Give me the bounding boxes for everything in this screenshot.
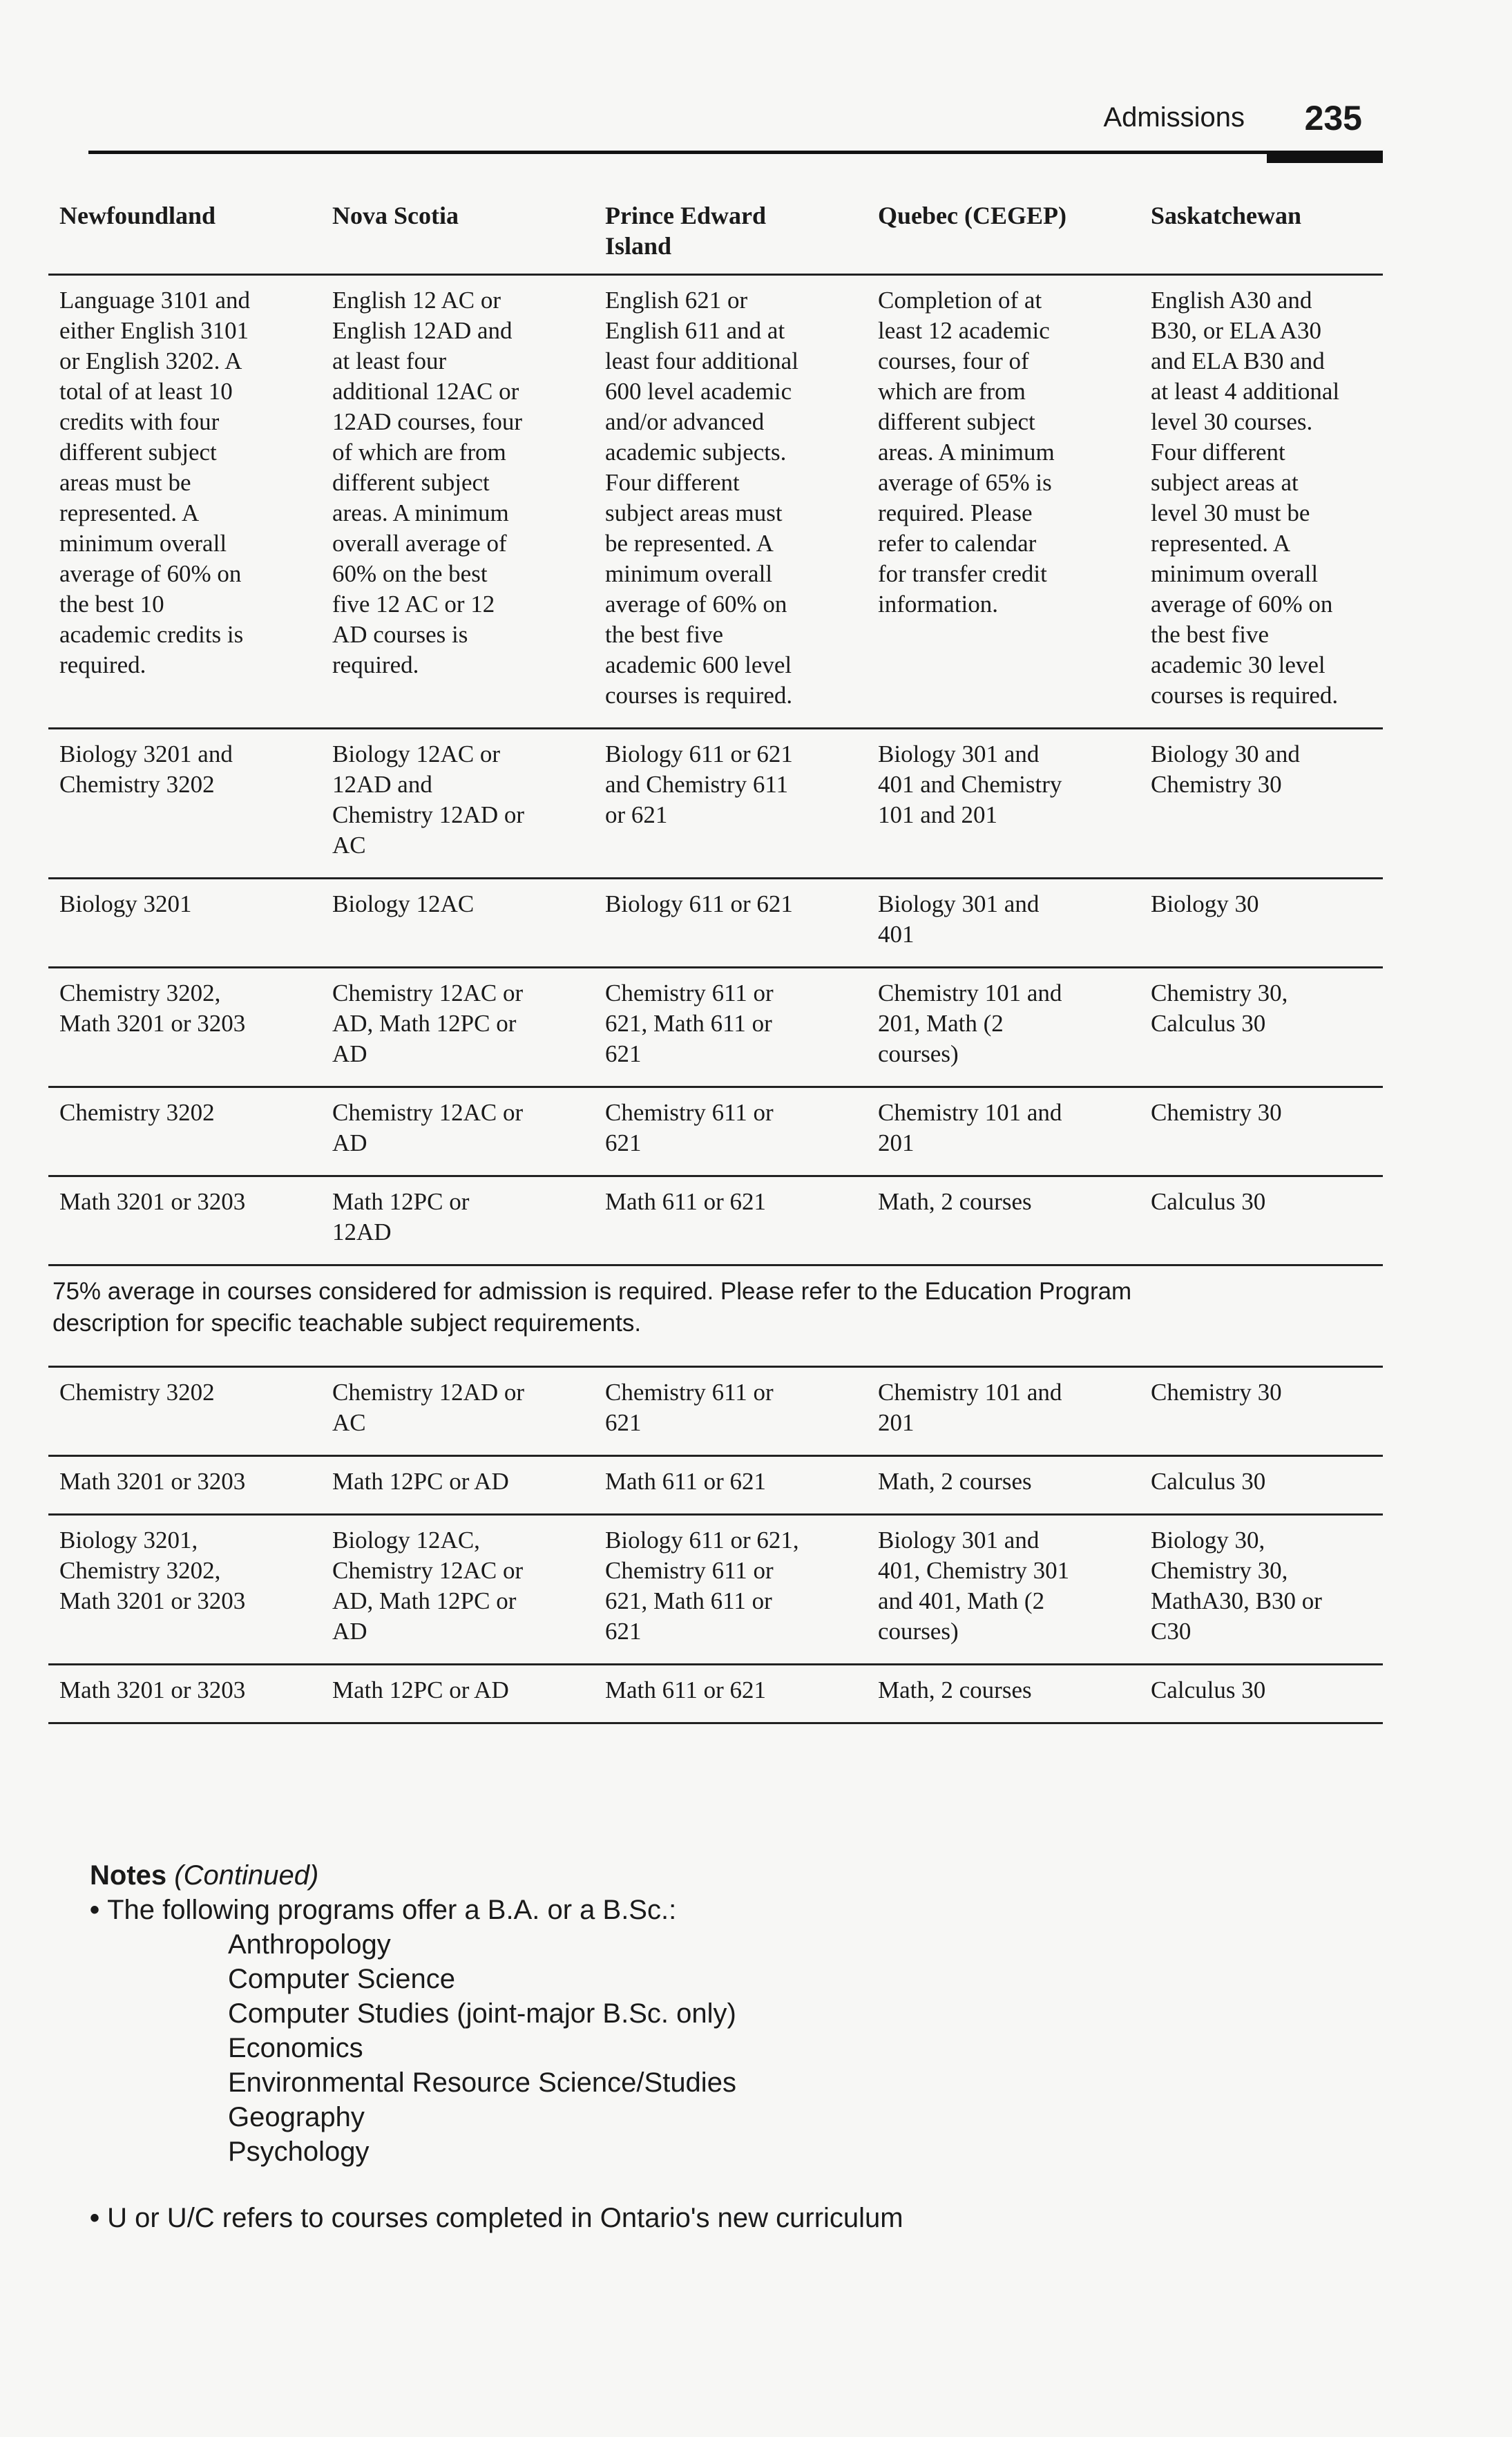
- table-cell: Biology 611 or 621, Chemistry 611 or 621, Math 611 or 621: [605, 1527, 799, 1645]
- table-cell: Calculus 30: [1151, 1676, 1266, 1703]
- column-header: Newfoundland: [59, 202, 216, 229]
- table-cell: Biology 3201, Chemistry 3202, Math 3201 or 3203: [59, 1527, 246, 1614]
- table-cell: Biology 301 and 401: [878, 890, 1040, 948]
- table-cell: Chemistry 611 or 621: [605, 1379, 774, 1436]
- table-cell: Completion of at least 12 academic courses, four of which are from different subject areas. A minimum average of 65% is required. Please refer to calendar for transfer credit information.: [878, 287, 1055, 618]
- notes-section: [90, 1858, 988, 2235]
- notes-bullet: • U or U/C refers to courses completed in Ontario's new curriculum: [90, 2201, 988, 2235]
- column-header: Prince Edward Island: [605, 202, 766, 260]
- table-cell: Math 12PC or 12AD: [332, 1188, 470, 1245]
- program-item: Environmental Resource Science/Studies: [228, 2067, 736, 2098]
- table-cell: Chemistry 101 and 201: [878, 1379, 1062, 1436]
- table-row: [48, 1513, 1383, 1663]
- program-item: Geography: [228, 2102, 365, 2132]
- table-cell: Language 3101 and either English 3101 or English 3202. A total of at least 10 credits with four different subject areas must be represented. A minimum overall average of 60% on the best 10 academic credits is required.: [59, 287, 251, 678]
- header-bar: [1267, 152, 1383, 163]
- table-cell: Biology 30 and Chemistry 30: [1151, 740, 1300, 798]
- page-header: [88, 99, 1383, 157]
- table-cell: Math 12PC or AD: [332, 1676, 509, 1703]
- table-note: 75% average in courses considered for admission is required. Please refer to the Education Program description for specific teachable subject requirements.: [52, 1278, 1132, 1337]
- table-cell: Chemistry 12AD or AC: [332, 1379, 525, 1436]
- table-row: [48, 274, 1383, 727]
- table-cell: Chemistry 3202: [59, 1099, 215, 1126]
- table-cell: Calculus 30: [1151, 1468, 1266, 1495]
- table-cell: Biology 30, Chemistry 30, MathA30, B30 or C30: [1151, 1527, 1322, 1645]
- table-row: [48, 1086, 1383, 1175]
- table-cell: Biology 301 and 401 and Chemistry 101 and 201: [878, 740, 1062, 828]
- table-row: [48, 1663, 1383, 1724]
- table-cell: Biology 3201: [59, 890, 192, 917]
- table-cell: Math 611 or 621: [605, 1188, 766, 1215]
- table-cell: Math 611 or 621: [605, 1468, 766, 1495]
- table-note-row: [48, 1264, 1383, 1366]
- table-cell: Chemistry 30: [1151, 1099, 1282, 1126]
- column-header: Quebec (CEGEP): [878, 202, 1066, 229]
- table-row: [48, 877, 1383, 966]
- table-cell: Chemistry 12AC or AD: [332, 1099, 524, 1156]
- table-cell: Math 3201 or 3203: [59, 1676, 246, 1703]
- table-cell: Chemistry 3202: [59, 1379, 215, 1406]
- program-list: [90, 1927, 988, 2169]
- table-cell: Chemistry 611 or 621, Math 611 or 621: [605, 979, 774, 1067]
- notes-bullet: • The following programs offer a B.A. or a B.Sc.:: [90, 1893, 988, 1927]
- table-cell: English 621 or English 611 and at least four additional 600 level academic and/or advanced academic subjects. Four different subject areas must be represented. A minimum overall average of 60% on the best five academic 600 level courses is required.: [605, 287, 798, 709]
- table-cell: Math, 2 courses: [878, 1188, 1032, 1215]
- notes-title-text: Notes: [90, 1860, 167, 1891]
- section-title: Admissions: [1103, 102, 1245, 133]
- table-cell: Math 611 or 621: [605, 1676, 766, 1703]
- table-cell: Math, 2 courses: [878, 1676, 1032, 1703]
- column-header: Saskatchewan: [1151, 202, 1302, 229]
- notes-title: [90, 1858, 988, 1893]
- table-cell: Chemistry 30, Calculus 30: [1151, 979, 1288, 1037]
- table-cell: Biology 611 or 621: [605, 890, 793, 917]
- header-rule: [88, 151, 1383, 154]
- program-item: Computer Studies (joint-major B.Sc. only): [228, 1998, 736, 2029]
- table-cell: Math 12PC or AD: [332, 1468, 509, 1495]
- page-number: 235: [1304, 99, 1362, 137]
- table-cell: Biology 301 and 401, Chemistry 301 and 401, Math (2 courses): [878, 1527, 1070, 1645]
- table-cell: Biology 12AC or 12AD and Chemistry 12AD or AC: [332, 740, 525, 859]
- admissions-table: [48, 200, 1383, 1724]
- table-row: [48, 1366, 1383, 1455]
- program-item: Anthropology: [228, 1929, 391, 1960]
- table-cell: Math 3201 or 3203: [59, 1468, 246, 1495]
- table-row: [48, 966, 1383, 1086]
- table-cell: Biology 12AC, Chemistry 12AC or AD, Math 12PC or AD: [332, 1527, 524, 1645]
- table-cell: Math 3201 or 3203: [59, 1188, 246, 1215]
- table-cell: Chemistry 611 or 621: [605, 1099, 774, 1156]
- table-cell: Biology 3201 and Chemistry 3202: [59, 740, 233, 798]
- table-cell: English 12 AC or English 12AD and at least four additional 12AC or 12AD courses, four of which are from different subject areas. A minimum overall average of 60% on the best five 12 AC or 12 AD courses is required.: [332, 287, 523, 678]
- column-header: Nova Scotia: [332, 202, 459, 229]
- table-row: [48, 1175, 1383, 1264]
- table-cell: Math, 2 courses: [878, 1468, 1032, 1495]
- table-cell: Chemistry 3202, Math 3201 or 3203: [59, 979, 246, 1037]
- table-cell: Biology 12AC: [332, 890, 475, 917]
- program-item: Economics: [228, 2033, 363, 2063]
- table-cell: Chemistry 101 and 201, Math (2 courses): [878, 979, 1062, 1067]
- table-cell: Biology 30: [1151, 890, 1259, 917]
- table-cell: Chemistry 101 and 201: [878, 1099, 1062, 1156]
- table-cell: Biology 611 or 621 and Chemistry 611 or 621: [605, 740, 793, 828]
- table-header-row: [48, 200, 1383, 274]
- program-item: Psychology: [228, 2137, 370, 2167]
- table-row: [48, 1455, 1383, 1513]
- table-cell: English A30 and B30, or ELA A30 and ELA B30 and at least 4 additional level 30 courses. Four different subject areas at level 30 must be represented. A minimum overall average of 60% on the best five academic 30 level courses is required.: [1151, 287, 1340, 709]
- program-item: Computer Science: [228, 1964, 456, 1994]
- notes-title-suffix: (Continued): [174, 1860, 319, 1891]
- table-row: [48, 727, 1383, 877]
- table-cell: Chemistry 12AC or AD, Math 12PC or AD: [332, 979, 524, 1067]
- table-cell: Calculus 30: [1151, 1188, 1266, 1215]
- table-cell: Chemistry 30: [1151, 1379, 1282, 1406]
